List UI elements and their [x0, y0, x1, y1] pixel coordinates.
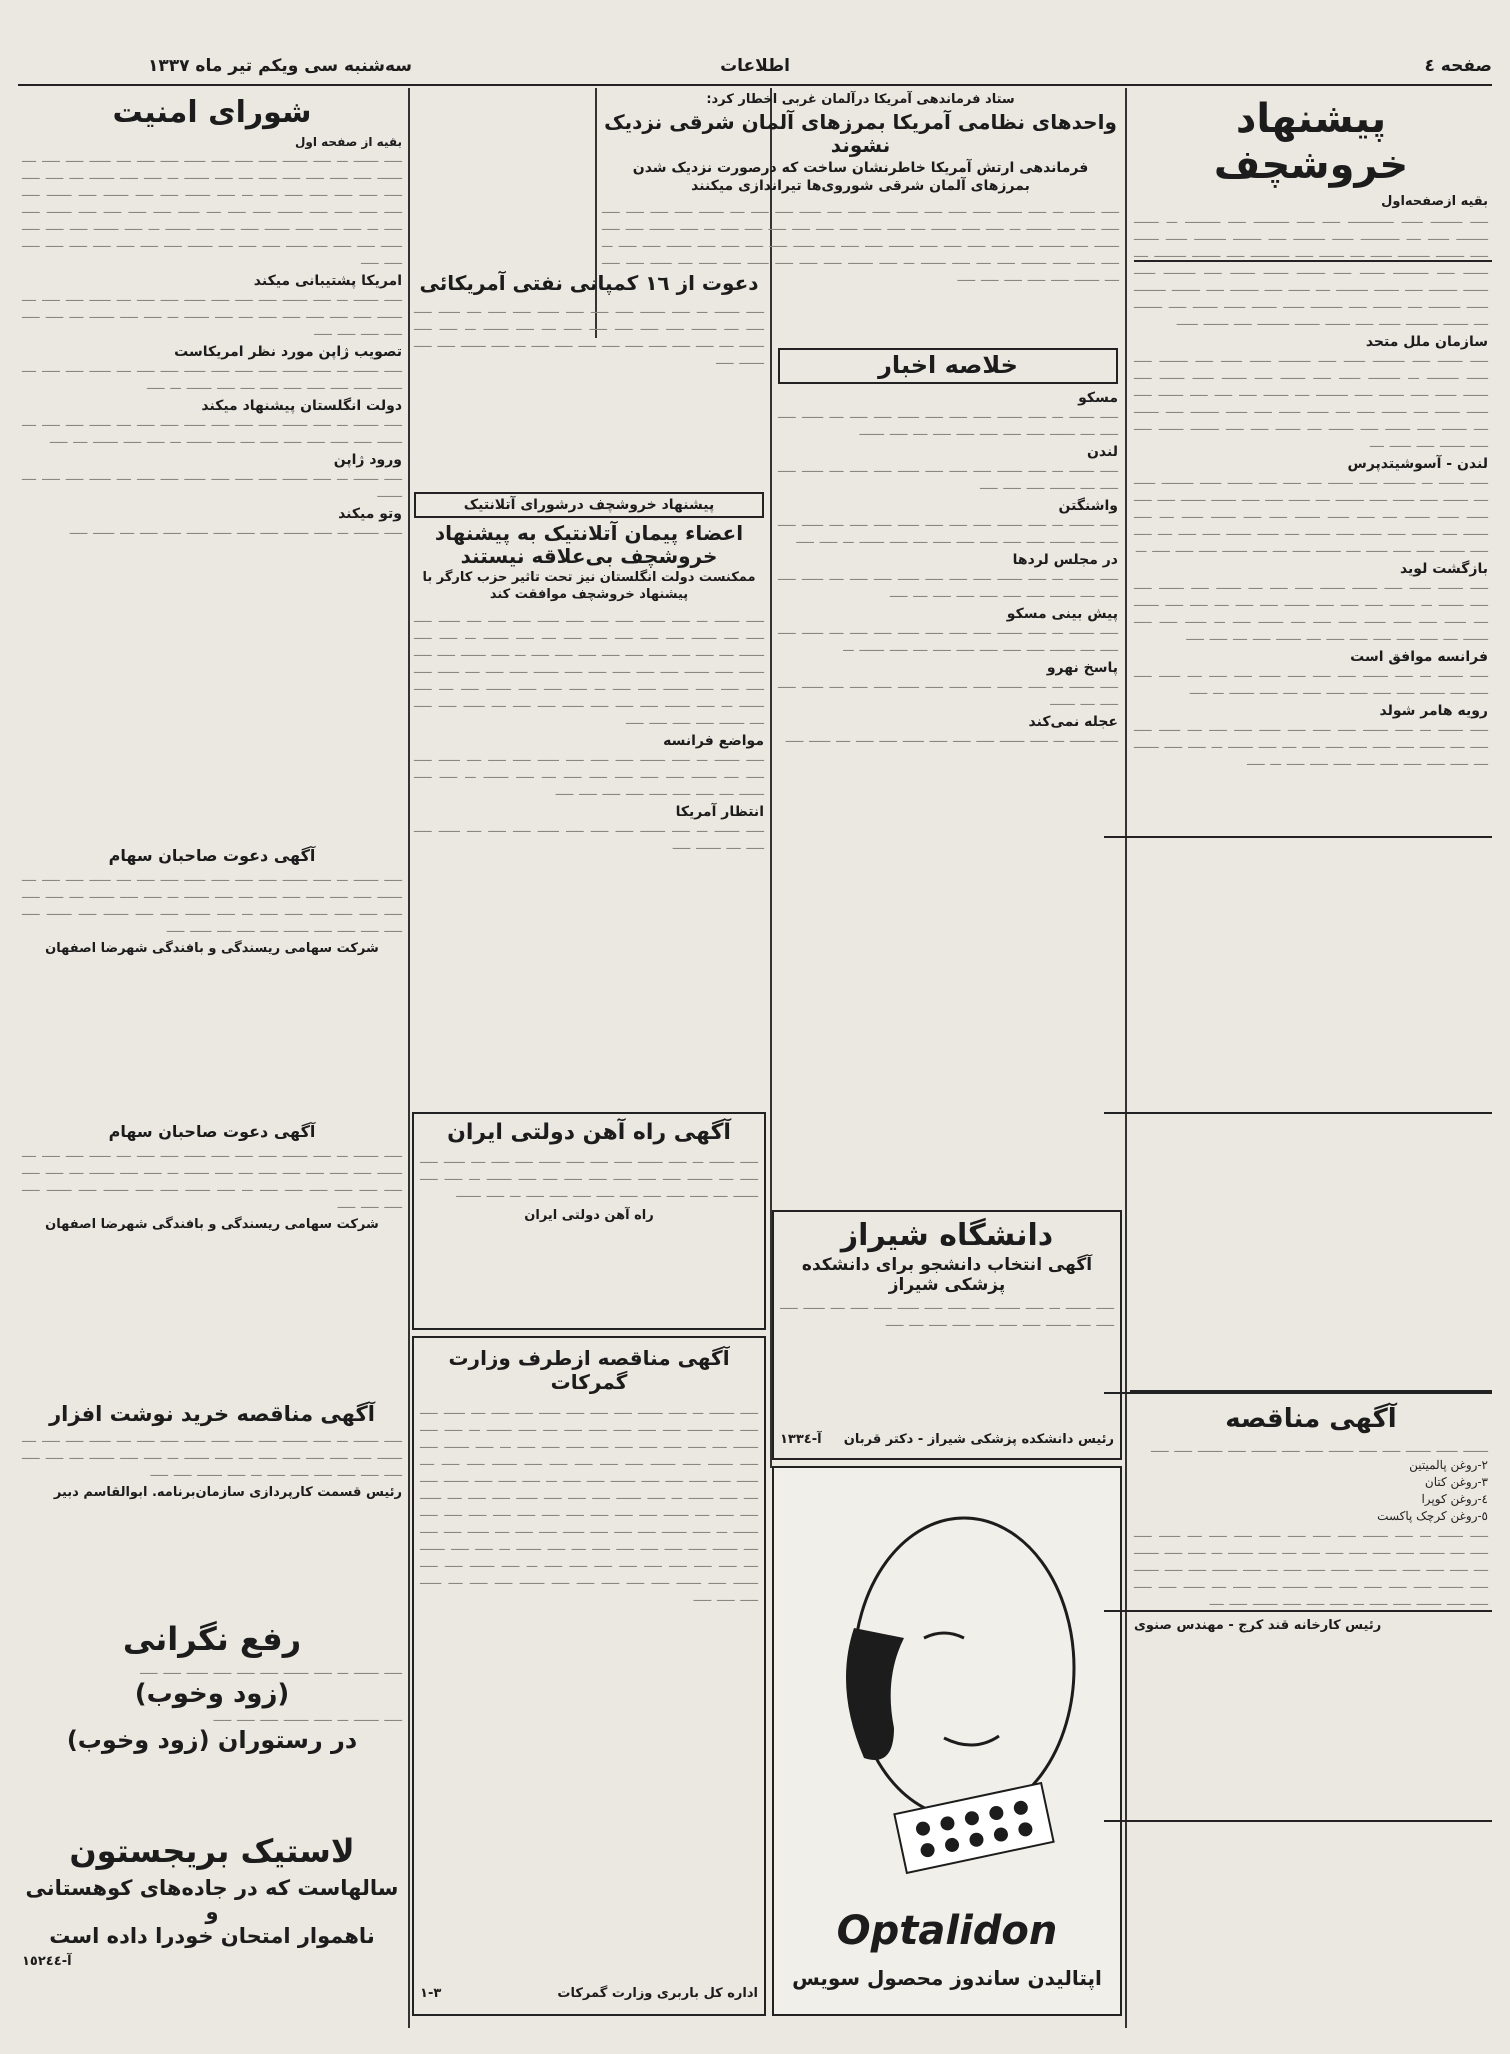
section-heading: مواضع فرانسه	[663, 732, 764, 749]
optalidon-ad	[772, 1466, 1122, 2016]
summary-item: پیش بینی مسکو	[1006, 605, 1118, 622]
section-heading: بازگشت لوید	[1399, 560, 1488, 577]
article-text: ـــــ ـــــــ ـــ ـــــ ـــــــ ـــــ ـــــ ـــــ ــــــ ـــــ ـــــ ــــ ــــــ ـــــ ـــــ ــــ ـــــــ ـــــ ـــــ ـــــ ـــــ ـــــ ــــ ـــــ ـــــــ	[778, 406, 1118, 438]
summary-item: عجله نمی‌کند	[1028, 713, 1118, 730]
ad-text: ـــــ ـــــــ ـــ ـــــ ـــــــ ـــــ ـــــ ـــــ	[213, 1710, 402, 1724]
khrushchev-continued: بقیه ازصفحه‌اول	[1381, 194, 1488, 209]
shiraz-subtitle: آگهی انتخاب دانشجو برای دانشکده پزشکی شیراز	[801, 1255, 1093, 1295]
shiraz-code: آ-١٣٣٤	[780, 1432, 822, 1447]
article-text: ـــــ ـــــــ ـــ ـــــ ـــــــ ـــــ ـــــ ـــــ ــــــ ـــــ ـــــ ــــ ــــــ ـــــ ـــــ ــــ ـــــــ ـــــ ـــــ ـــــ ـــــ ـــــ ــــ ـــــ ـــــــ ـــ ـــــ ـــــ ـــــــ ــــ ـــــ ـــــ ـــــ ـــــ ـــــ ـــــ ـــــ ـــــ ـــ ـــــ ـــــــ ـــــ ـــــ ـــــــ ـــــ ـــــــ ـــــ ـــــ ـــــ ـــــ ـــــ ـــــــ ـــــ ـــــ ــــ ــــــ ـــــ ـــــ ـــــ ـــــ ـــــــ ـــــ ـــــ ـــ ـــــ ـــــ ـــــ ـــــــ ـــــ ــــ ـــــ ـــــــ ـــ ـــــ ـــــــ ـــــ ـــــ ـــــ ــــــ ـــــ ـــــ ــــ ــــــ ـــــ ـــــ ــــ ـــــــ ـــــ ـــــ ـــــ ـــــ ـــــ ـــــ ـــــ ـــــ ـــــ	[22, 151, 402, 268]
ad-text: ـــــ ـــــــ ـــ ـــــ ـــــــ ـــــ ـــــ ـــــ ــــــ ـــــ ـــــ ــــ ــــــ ـــــ ـــــ ــــ ـــــــ ـــــ ـــــ ـــــ ـــــ ـــــ ــــ ـــــ ـــــــ ـــ ـــــ ـــــ ـــــــ ــــ ـــــ ـــــ ـــــ ـــــ ـــــ ـــــ ـــــ ـــــ ـــ ـــــ ـــــــ	[420, 1152, 758, 1200]
tires-line2: ناهموار امتحان خودرا داده است	[49, 1924, 375, 1948]
section-heading: فرانسه موافق است	[1350, 648, 1488, 665]
section-heading: لندن - آسوشیتدپرس	[1347, 455, 1488, 472]
insurance-ad	[18, 840, 406, 1110]
khrushchev-article	[1130, 90, 1492, 1385]
tender-title: آگهی مناقصه	[1225, 1404, 1397, 1434]
worry-address: در رستوران (زود وخوب)	[66, 1726, 358, 1754]
section-heading: امریکا پشتیبانی میکند	[253, 273, 402, 290]
article-text: ـــــ ـــــــ ـــ ـــــ ـــــــ ـــــ ـــــ ـــــ ــــــ ـــــ ـــــ ــــ ــــــ ـــــ ـــــ ــــ ـــــــ ـــــ ـــــ ـــــ ـــــ ـــــ ــــ ـــــ ـــــــ ـــ ـــــ ـــــ ـــــــ ــــ ـــــ ـــــ ـــــ ـــــ ـــــ ـــــ ـــــ ـــــ ـــ ـــــ	[1134, 719, 1488, 768]
article-text: ـــــ ـــــــ ـــ ـــــ ـــــــ ـــــ ـــــ ـــــ ــــــ ـــــ ـــــ ــــ ــــــ ـــــ ـــــ ــــ ـــــــ ـــــ ـــــ ـــــ ـــــ ـــــ ــــ ـــــ ـــــــ ـــ ـــــ	[1134, 665, 1488, 697]
khrushchev-title: پیشنهاد خروشچف	[1213, 96, 1409, 188]
summary-title: خلاصه اخبار	[778, 348, 1118, 384]
command-headline: واحدهای نظامی آمریکا بمرزهای آلمان شرقی نزدیک نشوند	[604, 109, 1117, 157]
section-rule	[1104, 1610, 1492, 1612]
section-rule	[1104, 1392, 1492, 1394]
article-text: ـــــ ـــــــ ـــ ـــــ ـــــــ ـــــ ـــــ ـــــ ــــــ ـــــ ـــــ ــــ ــــــ ـــــ	[69, 523, 402, 538]
eye-line	[924, 1633, 964, 1638]
insurance2-title: آگهی دعوت صاحبان سهام	[108, 1122, 316, 1141]
section-heading: تصویب ژاپن مورد نظر امریکاست	[174, 344, 402, 361]
shiraz-ad	[772, 1210, 1122, 1460]
section-rule	[1104, 1820, 1492, 1822]
summary-item: مسکو	[1078, 389, 1118, 406]
section-heading: انتظار آمریکا	[675, 803, 764, 820]
page-header	[18, 56, 1492, 82]
page-number: صفحه ٤	[1424, 56, 1492, 76]
tender-signature: رئیس کارخانه قند کرج - مهندس صنوی	[1134, 1618, 1382, 1633]
article-text: ـــــ ـــــــ ـــ ـــــ ـــــــ ـــــ ـــــ ـــــ ــــــ ـــــ ـــــ ــــ ــــــ ـــــ	[785, 730, 1118, 745]
article-text: ـــــ ـــــــ ـــ ـــــ ـــــــ ـــــ ـــــ ـــــ ــــــ ـــــ ـــــ ــــ ــــــ ـــــ ـــــ ــــ ـــــــ ـــــ ـــــ ـــــ ـــــ ـــــ ــــ ـــــ ـــــــ ـــ ـــــ ـــــ ـــــــ ــــ ـــــ ـــــ ـــــ ـــــ ـــــ ـــــ ـــــ	[414, 749, 764, 798]
article-text: ـــــ ـــــــ ـــ ـــــ ـــــــ ـــــ ـــــ ـــــ ــــــ ـــــ ـــــ ــــ ــــــ ـــــ ـــــ ــــ ـــــــ	[778, 676, 1118, 708]
ad-text: ـــــ ـــــــ ـــ ـــــ ـــــــ ـــــ ـــــ ـــــ ــــــ ـــــ ـــــ ــــ ــــــ ـــــ ـــــ ــــ ـــــــ ـــــ ـــــ ـــــ ـــــ ـــــ ــــ ـــــ ـــــــ ـــ ـــــ ـــــ ـــــــ ــــ ـــــ ـــــ ـــــ ـــــ ـــــ ـــــ ـــــ ـــــ ـــ ـــــ ـــــــ ـــــ ـــــ ـــــــ ـــــ ـــــــ ـــــ ـــــ ـــــ ـــــ	[22, 1146, 402, 1211]
customs-footer-row	[420, 1986, 758, 2006]
insurance2-footer: شرکت سهامی ریسندگی و بافندگی شهرضا اصفهان	[45, 1217, 379, 1232]
article-text: ـــــ ـــــــ ـــ ـــــ ـــــــ ـــــ ـــــ ـــــ ــــــ ـــــ ـــــ ــــ ــــــ ـــــ ـــــ ــــ ـــــــ ـــــ ـــــ ـــــ ـــــ ـــــ ــــ ـــــ ـــــــ ـــ	[778, 622, 1118, 654]
customs-footer: اداره کل باربری وزارت گمرکات	[557, 1986, 758, 2001]
insurance-title: آگهی دعوت صاحبان سهام	[108, 846, 316, 865]
nato-kicker: پیشنهاد خروشچف درشورای آتلانتیک	[414, 492, 764, 518]
insurance-footer: شرکت سهامی ریسندگی و بافندگی شهرضا اصفهان	[45, 941, 379, 956]
article-text: ـــــ ـــــــ ـــ ـــــ ـــــــ ـــــ ـــــ ـــــ ــــــ ـــــ ـــــ ــــ ــــــ ـــــ ـــــ ــــ ـــــــ ـــــ ـــــ ـــــ ـــــ ـــــ ــــ ـــــ	[778, 568, 1118, 600]
security-title: شورای امنیت	[112, 95, 312, 130]
shiraz-signature: رئیس دانشکده پزشکی شیراز - دکتر قربان	[843, 1432, 1114, 1447]
ad-text: ـــــ ـــــــ ـــ ـــــ ـــــــ ـــــ ـــــ ـــــ ــــــ ـــــ ـــــ ــــ ــــــ ـــــ ـــــ ــــ ـــــــ ـــــ ـــــ ـــــ ـــــ ـــــ ــــ ـــــ ـــــــ ـــ ـــــ ـــــ ـــــــ ــــ ـــــ ـــــ ـــــ ـــــ ـــــ ـــــ ـــــ ـــــ ـــ ـــــ ـــــــ ـــــ ـــــ ـــــــ ـــــ ـــــــ ـــــ ـــــ ـــــ ـــــ ـــــ ـــــــ ـــــ ـــــ ــــ ــــــ ـــــ ـــــ ـــــ ـــــ ـــــــ ـــــ ـــــ ـــ ـــــ ـــــ ـــــ ـــــــ ـــــ ــــ ـــــ ـــــــ ـــ ـــــ ـــــــ ـــــ ـــــ ـــــ ــــــ ـــــ ـــــ ــــ ــــــ ـــــ ـــــ ــــ ـــــــ ـــــ ـــــ ـــــ ـــــ ـــــ ـــــ ـــــ ـــــ ـــــ ـــــ ـــــــ ـــ ـــــ ـــــــ ـــــ ـــــ ـــــ ــــــ ـــــ ـــــ ــــ ــــــ ـــــ ـــــ ــــ ـــــــ ـــــ ـــــ ـــــ ـــــ ـــــ ــــ ـــــ ـــــــ ـــ ـــــ ـــــ ـــــــ ــــ ـــــ ـــــ ـــــ ـــــ ـــــ ـــــ ـــــ ـــــ ـــ ـــــ ـــــــ ـــــ ـــــ ـــــــ ـــــ ـــــــ ـــــ ـــــ ـــــ ـــــ ـــــ ـــــــ ـــــ ـــــ ــــ ــــــ ـــــ ـــــ ـــــ	[420, 1403, 758, 1604]
section-heading: ورود ژاپن	[333, 452, 402, 469]
summary-item: پاسخ نهرو	[1046, 659, 1118, 676]
software-title: آگهی مناقصه خرید نوشت افزار	[49, 1402, 375, 1426]
command-kicker: ستاد فرماندهی آمریکا درآلمان غربی اخطار کرد:	[706, 92, 1015, 107]
summary-item: لندن	[1086, 443, 1118, 460]
summary-item: در مجلس لردها	[1012, 551, 1118, 568]
worry-brand: (زود وخوب)	[134, 1679, 290, 1709]
section-rule	[1134, 260, 1492, 262]
hand	[846, 1628, 904, 1760]
tires-code: آ-١٥٢٤٤	[22, 1954, 72, 1969]
article-text: ـــــ ـــــــ ـــ ـــــ ـــــــ ـــــ ـــــ ـــــ ــــــ ـــــ ـــــ ــــ ــــــ ـــــ ـــــ ــــ ـــــــ ـــــ ـــــ ـــــ ـــــ ـــــ ــــ ـــــ ـــــــ ـــ ـــــ ـــــ ـــــــ ــــ ـــــ ـــــ ـــــ ـــــ ـــــ ـــــ ـــــ ـــــ ـــ ـــــ ـــــــ ـــــ ـــــ ـــــــ ـــــ ـــــــ ـــــ ـــــ ـــــ ـــــ ـــــ ـــــــ ـــــ ـــــ ــــ ــــــ ـــــ ـــــ ـــــ ـــــ ـــــــ ـــــ ـــــ ـــ ـــــ ـــــ ـــــ ـــــــ ـــــ ــــ ـــــ ـــــــ ـــ ـــــ ـــــــ ـــــ ـــــ ـــــ ــــــ ـــــ ـــــ ــــ ــــــ ـــــ ـــــ ــــ ـــــــ ـــــ ـــــ ـــــ ـــــ ـــــ	[602, 202, 1119, 285]
optalidon-persian: اپتالیدن ساندوز محصول سویس	[792, 1966, 1102, 1990]
ad-text: ـــــ ـــــــ ـــ ـــــ ـــــــ ـــــ ـــــ ـــــ ــــــ ـــــ ـــــ ــــ ــــــ ـــــ ـــــ ــــ ـــــــ ـــــ ـــــ ـــــ ـــــ ـــــ ــــ ـــــ ـــــــ ـــ ـــــ ـــــ ـــــــ ــــ ـــــ ـــــ ـــــ ـــــ ـــــ ـــــ ـــــ ـــــ ـــ ـــــ ـــــــ ـــــ ـــــ	[22, 1431, 402, 1479]
article-text: ـــــ ـــــــ ـــــ ـــــــــ ــــــ ـــــ ـــــــــ ــــــ ــــــ ـــــ ــــــــ ـــــ ــــــ ـــــــــ ـــ ـــــــــ ــــــ ـــــ ـــــــ ـــــ ـــــــ ــــــ ـــــــ ـــــ ـــــــ ــــــ ـــــ ـــــــ ـــــ ـــــــــ ــــ ـــــــ ـــــ ـــــ ـــــ ـــــــ ـــــ ــــــ ـــــــ ــــ ـــــــ ـــــ ــــ ــــــ ــــــ ـــــ ــــــ ــــــــ ـــــ ـــــــ ــــ ـــــــ ـــــ ـــــــ ـــــ ـــــــ ــــ ـــــــ ـــــ ـــــ ــــــــ ـــــــ ـــــ ـــــ ـــــــ ـــــ ــــــ ــــ	[1134, 350, 1488, 450]
shiraz-footer-row	[780, 1432, 1114, 1452]
optalidon-brand: Optalidon	[836, 1908, 1058, 1954]
tender-item: ٢-روغن پالمیتین	[1409, 1458, 1488, 1472]
article-text: ـــــ ـــــــ ـــ ـــــ ـــــــ ـــــ ـــــ ـــــ ــــــ ـــــ ـــــ ــــ ــــــ ـــــ ـــــ ــــ ـــــــ ـــــ ـــــ ـــــ	[778, 460, 1118, 492]
section-rule	[1104, 836, 1492, 838]
ad-text: ـــــ ـــــــ ـــ ـــــ ـــــــ ـــــ ـــــ ـــــ ــــــ ـــــ ـــــ ــــ ــــــ ـــــ ـــــ ــــ ـــــــ ـــــ ـــــ ـــــ ـــــ ـــــ ــــ ـــــ ـــــــ ـــ ـــــ ـــــ ـــــــ ــــ ـــــ ـــــ ـــــ ـــــ ـــــ ـــــ ـــــ ـــــ ـــ ـــــ ـــــــ ـــــ ـــــ ـــــــ ـــــ ـــــــ ـــــ ـــــ ـــــ ـــــ ـــــ ـــــــ ـــــ ـــــ ــــ ــــــ ـــــ ـــــ ـــــ ـــــ ـــــــ ـــــ ـــــ ـــ ـــــ ـــــ ـــــ ـــــــ ـــــ ــــ	[1134, 1526, 1488, 1608]
article-text: ـــــ ـــــــ ـــ ـــــ ـــــــ ـــــ ـــــ ـــــ ــــــ ـــــ ـــــ ــــ ــــــ ـــــ ـــــ ــــ ـــــــ ـــــ ـــــ ـــــ ـــــ ـــــ ــــ ـــــ ـــــــ ـــ ـــــ	[22, 361, 402, 393]
tires-ad	[18, 1824, 406, 2024]
article-text: ـــــ ـــــــ ــــــ ـــــ ـــــــ ـــــــ ـــــ ـــــ ــــ ـــــــ ـــــ ـــــــ ـــــ ـــــ ـــــــ ـــ ـــــــ ـــــ ـــــ ـــــ ـــــــ ـــــ ـــــ ــــ ـــــ ـــــ ـــــــ ــــ ــــــ ـــــ ـــــ ــــــ ـــــ ـــــ ــــ ـــــــ ـــــ ـــ ــــــ ـــــ ـــــ ـــــــ ــــ ـــــ ـــــ ـــــ ـــــ ـــــ ــــ ـــــــ ـــــ ــــ ـــــ ـــــ	[1134, 577, 1488, 643]
security-article	[18, 90, 406, 830]
article-text: ـــــ ـــــــ ـــ ـــــ ـــــــ ـــــ ـــــ ـــــ ــــــ ـــــ ـــــ ــــ ــــــ ـــــ ـــــ ــــ ـــــــ ـــــ ـــــ ـــــ ـــــ ـــــ ــــ ـــــ ـــــــ ـــ ـــــ ـــــ ـــــــ ــــ ـــــ ـــــ ـــــ ـــــ ـــــ ـــــ	[22, 290, 402, 339]
paper-name: اطلاعات	[720, 56, 790, 76]
oil-title: دعوت از ١٦ کمپانی نفتی آمریکائی	[419, 271, 759, 295]
article-text: ـــــ ـــــــ ـــ ـــــ ـــــــ ـــــ ـــــ ـــــ ــــــ ـــــ ـــــ ــــ ــــــ ـــــ ـــــ ــــ ـــــــ ـــــ ـــــ ـــــ ـــــ ـــــ ــــ ـــــ ـــــــ ـــ ـــــ ـــــ ـــــــ ــــ ـــــ	[22, 415, 402, 447]
section-heading: وتو میکند	[338, 506, 402, 523]
summary-item: واشنگتن	[1058, 497, 1118, 514]
article-text: ـــــ ـــــــ ـــ ـــــــــ ـــــ ـــــــ ــــ ـــــ ـــــ ـــــــ ــــــ ـــــــــ ــــــ ــــ ـــــــ ـــــ ــــــ ـــــ ــــــــ ــــ ــــــ ـــــ ـــــ ـــــــ ـــــــ ـــــ ـــــ ــــــ ــــــ ـــــــ ــــ ـــــ ــــــ ـــــــ ـــــ ـــــ ـــــــ ــــــ ــــ ـــــ ـــــــ ــــ ـــــــ ـــــ ــــــ ـــــ ـــــــ ــــ ــــــ ـــــــ ـــــ ـــــ ــــ ـــــ ـــــ ـــــــ ـــــ ـــــ ــــــ ــــ ـــــــ ـــــ ــــ ــــ ـــــــ ـــــ ـــــ ـــــ ـــ	[1134, 472, 1488, 555]
mouth-line	[944, 1736, 999, 1745]
section-heading: دولت انگلستان پیشنهاد میکند	[201, 398, 402, 415]
tender-right-ad	[1130, 1396, 1492, 2016]
tender-item: ٥-روغن کرچک پاکست	[1377, 1509, 1488, 1523]
customs-ad	[412, 1336, 766, 2016]
tender-item: ٤-روغن کوپرا	[1421, 1492, 1488, 1506]
customs-title: آگهی مناقصه ازطرف وزارت گمرکات	[448, 1346, 730, 1394]
nato-headline: اعضاء پیمان آتلانتیک به پیشنهاد خروشچف بی‌علاقه نیستند	[434, 521, 744, 569]
oil-article	[410, 264, 768, 484]
security-continued: بقیه از صفحه اول	[294, 134, 402, 149]
software-signature: رئیس قسمت کارپردازی سازمان‌برنامه. ابوالقاسم دبیر	[53, 1485, 402, 1500]
railway-ad	[412, 1112, 766, 1330]
insurance-ad-2	[18, 1116, 406, 1388]
article-text: ـــــ ـــــــ ـــ ـــــ ـــــــ ـــــ ـــــ ـــــ ــــــ ـــــ ـــــ ــــ ــــــ ـــــ ـــــ ــــ ـــــــ ـــــ ـــــ ـــــ ـــــ ـــــ ــــ ـــــ ـــــــ ـــ ـــــ ـــــ ـــــــ ــــ ـــــ ـــــ ـــــ ـــــ ـــــ ـــــ ـــــ ـــــ ـــ ـــــ ـــــــ ـــــ ـــــ ـــــــ ـــــ	[414, 302, 764, 367]
section-heading: رویه هامر شولد	[1379, 702, 1488, 719]
article-text: ـــــ ـــــــ ـــ ـــــ ـــــــ ـــــ ـــــ ـــــ ــــــ ـــــ ـــــ ــــ ــــــ ـــــ ـــــ ــــ ـــــــ ـــــ	[414, 820, 764, 852]
article-text: ـــــ ـــــــ ـــ ـــــ ـــــــ ـــــ ـــــ ـــــ ــــــ ـــــ ـــــ ــــ ــــــ ـــــ ـــــ ــــ ـــــــ ـــــ ـــــ ـــــ ـــــ ـــــ ــــ ـــــ ـــــــ ـــ ـــــ ـــــ	[778, 514, 1118, 546]
worry-ad	[18, 1614, 406, 1814]
ad-text: ـــــــ ــــــ ـــــــ ـــــ ـــــ ـــــــ ـــــ ـــــ ـــــــ ـــــ ـــــــ ـــــ ـــــ	[1151, 1441, 1488, 1455]
article-text: ـــــ ـــــــ ـــ ـــــ ـــــــ ـــــ ـــــ ـــــ ــــــ ـــــ ـــــ ــــ ــــــ ـــــ ـــــ ــــ ـــــــ ـــــ ـــــ ـــــ ـــــ ـــــ ــــ ـــــ ـــــــ ـــ ـــــ ـــــ ـــــــ ــــ ـــــ ـــــ ـــــ ـــــ ـــــ ـــــ ـــــ ـــــ ـــ ـــــ ـــــــ ـــــ ـــــ ـــــــ ـــــ ـــــــ ـــــ ـــــ ـــــ ـــــ ـــــ ـــــــ ـــــ ـــــ ــــ ــــــ ـــــ ـــــ ـــــ ـــــ ـــــــ ـــــ ـــــ ـــ ـــــ ـــــ ـــــ ـــــــ ـــــ ــــ ـــــ ـــــــ ـــ ـــــ ـــــــ ـــــ ـــــ ـــــ ــــــ ـــــ ـــــ ــــ ــــــ ـــــ ـــــ ــــ ـــــــ ـــــ ـــــ ـــــ ـــــ	[414, 610, 764, 727]
col-rule	[1125, 88, 1127, 2028]
article-text: ـــــ ـــــــ ـــ ـــــ ـــــــ ـــــ ـــــ ـــــ ــــــ ـــــ ـــــ ــــ ــــــ ـــــ ـــــ ــــ ـــــــ	[22, 469, 402, 501]
worry-title: رفع نگرانی	[122, 1620, 302, 1658]
ad-text: ـــــ ـــــــ ـــ ـــــ ـــــــ ـــــ ـــــ ـــــ ــــــ ـــــ ـــــ ــــ ــــــ ـــــ ـــــ ــــ ـــــــ ـــــ ـــــ ـــــ ـــــ ـــــ ــــ ـــــ	[780, 1298, 1114, 1329]
article-text: ـــــ ـــــــــ ــــــ ـــــــــــــ ـــــ ـــــ ــــــــــ ـــــ ــــــــــ ـــ ـــــــ ـــــــــ ــــــ ــــ ـــــــــــ ــــــ ـــــــــ ـــــ ــــــــ ـــــــــ ــــــ ـــــــ ـــــ ــــــــ ـــــــــ ــــــ ــــ ـــــــ ـــــ ـــــــــــ ـــــ ــــــــ ـــــــــ ــــ ـــــــ ـــــ ــــــــــ ـــــــ ـــــ ــــــــ ـــــــ ـــــــ ـــــ ـــــــــ ــــــ ـــــــ ــــــــ ـــــ ـــــــ ـــــــــ ــــ ــــــ ـــــ ــــــــ ـــــ ــــــــ ـــــــــ ــــــ ـــــــــ ــــ ــــــــ ـــــ ـــــــــ ــــــ ـــــــ ــــــ ـــــــ ـــــ ــــــــ ــــ ـــــــ ـــــــــ ــــــ ـــــ ـــــــ ـــــــ ـــــــــ ـــــ ـــــــ ــــــ	[1134, 211, 1488, 328]
section-heading: سازمان ملل متحد	[1365, 333, 1488, 350]
tires-title: لاستیک بریجستون	[69, 1832, 355, 1870]
section-rule	[1104, 1112, 1492, 1114]
issue-date: سه‌شنبه سی ویکم تیر ماه ١٣٣٧	[148, 56, 412, 76]
tires-line1: سالهاست که در جاده‌های کوهستانی و	[25, 1876, 399, 1924]
railway-title: آگهی راه آهن دولتی ایران	[447, 1120, 731, 1145]
header-rule	[18, 84, 1492, 86]
ad-text: ـــــ ـــــــ ـــ ـــــ ـــــــ ـــــ ـــــ ـــــ ــــــ ـــــ ـــــ ــــ ــــــ ـــــ ـــــ ــــ ـــــــ ـــــ ـــــ ـــــ ـــــ ـــــ ــــ ـــــ ـــــــ ـــ ـــــ ـــــ ـــــــ ــــ ـــــ ـــــ ـــــ ـــــ ـــــ ـــــ ـــــ ـــــ ـــ ـــــ ـــــــ ـــــ ـــــ ـــــــ ـــــ ـــــــ ـــــ ـــــ ـــــ ـــــ ـــــ ـــــــ ـــــ ـــــ ــــ ــــــ ـــــ	[22, 870, 402, 935]
shiraz-title: دانشگاه شیراز	[840, 1218, 1054, 1253]
command-subhead: فرماندهی ارتش آمریکا خاطرنشان ساخت که درصورت نزدیک شدن بمرزهای آلمان شرقی شوروی‌ها تیراندازی میکنند	[632, 159, 1089, 195]
software-ad	[18, 1396, 406, 1606]
customs-code: ٣-١	[420, 1986, 442, 2001]
ad-text: ـــــ ـــــــ ـــ ـــــ ـــــــ ـــــ ـــــ ـــــ ــــــ ـــــ ـــــ	[139, 1663, 402, 1677]
railway-footer: راه آهن دولتی ایران	[524, 1208, 654, 1223]
summary-article	[774, 340, 1122, 1240]
nato-subhead: ممکنست دولت انگلستان نیز تحت تاثیر حزب کارگر با پیشنهاد خروشچف موافقت کند	[422, 570, 756, 603]
nato-article	[410, 488, 768, 1108]
tender-item: ٣-روغن کتان	[1424, 1475, 1488, 1489]
